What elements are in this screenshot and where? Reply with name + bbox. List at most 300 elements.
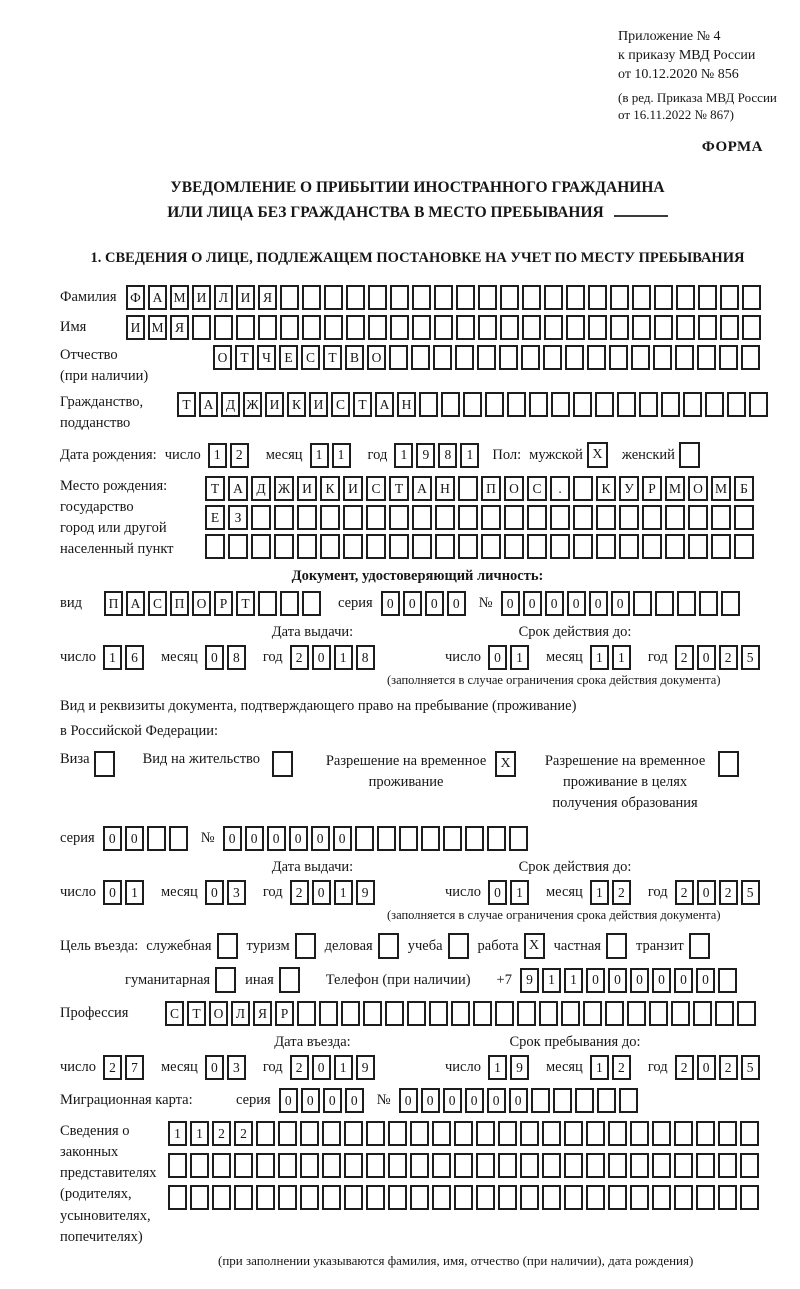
char-box[interactable] [542,1121,561,1146]
char-box[interactable]: 0 [674,968,693,993]
temp-residence-checkbox[interactable]: X [495,751,516,777]
char-box[interactable]: Ж [243,392,262,417]
char-box[interactable] [278,1121,297,1146]
char-box[interactable] [429,1001,448,1026]
char-box[interactable] [256,1153,275,1178]
char-box[interactable]: О [688,476,708,501]
char-box[interactable]: И [297,476,317,501]
year-box[interactable]: 9 [416,443,435,468]
year-box[interactable]: 2 [719,645,738,670]
char-box[interactable]: 0 [311,826,330,851]
char-box[interactable] [421,826,440,851]
char-box[interactable] [553,1088,572,1113]
char-box[interactable] [297,534,317,559]
char-box[interactable] [499,345,518,370]
year-box[interactable]: 1 [334,645,353,670]
char-box[interactable] [412,285,431,310]
char-box[interactable] [236,315,255,340]
char-box[interactable]: 1 [542,968,561,993]
char-box[interactable] [529,392,548,417]
day-box[interactable]: 1 [125,880,144,905]
char-box[interactable] [322,1185,341,1210]
char-box[interactable]: С [301,345,320,370]
char-box[interactable] [721,591,740,616]
char-box[interactable] [586,1153,605,1178]
char-box[interactable]: 0 [279,1088,298,1113]
char-box[interactable]: 0 [465,1088,484,1113]
char-box[interactable] [619,505,639,530]
char-box[interactable] [458,505,478,530]
char-box[interactable] [542,1185,561,1210]
char-box[interactable]: Ж [274,476,294,501]
char-box[interactable]: Н [435,476,455,501]
char-box[interactable] [322,1153,341,1178]
year-box[interactable]: 1 [460,443,479,468]
char-box[interactable] [399,826,418,851]
char-box[interactable] [234,1185,253,1210]
char-box[interactable] [595,392,614,417]
char-box[interactable] [346,315,365,340]
char-box[interactable] [297,1001,316,1026]
char-box[interactable] [586,1121,605,1146]
char-box[interactable] [575,1088,594,1113]
char-box[interactable] [696,1185,715,1210]
char-box[interactable]: 0 [509,1088,528,1113]
char-box[interactable] [566,285,585,310]
year-box[interactable]: 0 [312,880,331,905]
char-box[interactable]: 0 [501,591,520,616]
month-box[interactable]: 0 [205,1055,224,1080]
year-box[interactable]: 5 [741,880,760,905]
char-box[interactable] [205,534,225,559]
char-box[interactable]: Т [389,476,409,501]
char-box[interactable] [407,1001,426,1026]
char-box[interactable] [473,1001,492,1026]
char-box[interactable] [441,392,460,417]
char-box[interactable]: 1 [564,968,583,993]
char-box[interactable] [377,826,396,851]
month-box[interactable]: 1 [590,645,609,670]
char-box[interactable]: Т [177,392,196,417]
month-box[interactable]: 1 [590,880,609,905]
residence-permit-checkbox[interactable] [272,751,293,777]
char-box[interactable] [476,1153,495,1178]
day-box[interactable]: 2 [230,443,249,468]
char-box[interactable]: Б [734,476,754,501]
char-box[interactable]: О [367,345,386,370]
char-box[interactable] [608,1121,627,1146]
char-box[interactable] [419,392,438,417]
char-box[interactable]: Я [258,285,277,310]
char-box[interactable] [478,315,497,340]
char-box[interactable] [677,591,696,616]
char-box[interactable]: Т [353,392,372,417]
char-box[interactable] [319,1001,338,1026]
day-box[interactable]: 7 [125,1055,144,1080]
char-box[interactable] [411,345,430,370]
char-box[interactable]: 0 [403,591,422,616]
char-box[interactable] [256,1185,275,1210]
char-box[interactable] [214,315,233,340]
char-box[interactable]: Л [231,1001,250,1026]
char-box[interactable]: И [192,285,211,310]
char-box[interactable] [212,1153,231,1178]
char-box[interactable] [741,345,760,370]
char-box[interactable] [653,345,672,370]
char-box[interactable] [619,1088,638,1113]
char-box[interactable] [587,345,606,370]
char-box[interactable] [652,1121,671,1146]
char-box[interactable] [619,534,639,559]
char-box[interactable]: К [320,476,340,501]
char-box[interactable]: Ч [257,345,276,370]
char-box[interactable] [343,534,363,559]
char-box[interactable] [720,315,739,340]
year-box[interactable]: 5 [741,1055,760,1080]
char-box[interactable]: 2 [234,1121,253,1146]
year-box[interactable]: 8 [438,443,457,468]
char-box[interactable] [605,1001,624,1026]
char-box[interactable] [564,1153,583,1178]
char-box[interactable] [588,315,607,340]
char-box[interactable] [720,285,739,310]
char-box[interactable] [443,826,462,851]
char-box[interactable] [632,315,651,340]
char-box[interactable]: 2 [212,1121,231,1146]
char-box[interactable] [278,1153,297,1178]
char-box[interactable] [368,285,387,310]
char-box[interactable]: 0 [567,591,586,616]
char-box[interactable] [410,1153,429,1178]
char-box[interactable] [278,1185,297,1210]
char-box[interactable] [520,1185,539,1210]
option-checkbox[interactable] [606,933,627,959]
char-box[interactable] [543,345,562,370]
char-box[interactable] [454,1185,473,1210]
char-box[interactable] [688,534,708,559]
char-box[interactable] [385,1001,404,1026]
char-box[interactable] [665,505,685,530]
char-box[interactable] [212,1185,231,1210]
char-box[interactable] [258,591,277,616]
year-box[interactable]: 0 [697,645,716,670]
char-box[interactable] [608,1153,627,1178]
option-checkbox[interactable]: X [524,933,545,959]
char-box[interactable] [705,392,724,417]
char-box[interactable] [507,392,526,417]
day-box[interactable]: 1 [103,645,122,670]
char-box[interactable] [280,285,299,310]
char-box[interactable]: М [148,315,167,340]
char-box[interactable]: М [665,476,685,501]
char-box[interactable] [435,534,455,559]
option-checkbox[interactable] [295,933,316,959]
char-box[interactable]: 0 [608,968,627,993]
char-box[interactable] [609,345,628,370]
char-box[interactable] [366,1185,385,1210]
option-checkbox[interactable] [689,933,710,959]
year-box[interactable]: 5 [741,645,760,670]
char-box[interactable] [639,392,658,417]
char-box[interactable]: 0 [589,591,608,616]
char-box[interactable] [366,1121,385,1146]
char-box[interactable] [588,285,607,310]
day-box[interactable]: 2 [103,1055,122,1080]
char-box[interactable] [632,285,651,310]
char-box[interactable]: 0 [125,826,144,851]
char-box[interactable]: Е [279,345,298,370]
char-box[interactable] [630,1121,649,1146]
char-box[interactable] [693,1001,712,1026]
char-box[interactable] [455,345,474,370]
char-box[interactable]: П [104,591,123,616]
char-box[interactable] [683,392,702,417]
char-box[interactable]: 0 [652,968,671,993]
char-box[interactable] [719,345,738,370]
char-box[interactable] [566,315,585,340]
year-box[interactable]: 2 [290,645,309,670]
char-box[interactable] [190,1153,209,1178]
char-box[interactable]: Ф [126,285,145,310]
char-box[interactable] [388,1153,407,1178]
char-box[interactable]: К [596,476,616,501]
char-box[interactable] [297,505,317,530]
char-box[interactable] [451,1001,470,1026]
year-box[interactable]: 0 [697,1055,716,1080]
char-box[interactable] [688,505,708,530]
char-box[interactable] [251,534,271,559]
char-box[interactable]: В [345,345,364,370]
char-box[interactable] [458,534,478,559]
char-box[interactable]: П [481,476,501,501]
year-box[interactable]: 9 [356,880,375,905]
char-box[interactable] [542,1153,561,1178]
char-box[interactable] [476,1185,495,1210]
char-box[interactable] [234,1153,253,1178]
char-box[interactable]: 0 [630,968,649,993]
char-box[interactable] [388,1121,407,1146]
year-box[interactable]: 0 [697,880,716,905]
char-box[interactable] [228,534,248,559]
char-box[interactable] [434,285,453,310]
char-box[interactable] [610,285,629,310]
char-box[interactable] [573,392,592,417]
char-box[interactable] [674,1185,693,1210]
char-box[interactable] [251,505,271,530]
char-box[interactable] [433,345,452,370]
char-box[interactable] [412,315,431,340]
option-checkbox[interactable] [378,933,399,959]
char-box[interactable]: Д [251,476,271,501]
month-box[interactable]: 3 [227,1055,246,1080]
char-box[interactable] [522,315,541,340]
char-box[interactable] [258,315,277,340]
char-box[interactable] [671,1001,690,1026]
char-box[interactable]: 0 [447,591,466,616]
char-box[interactable] [740,1185,759,1210]
char-box[interactable]: О [192,591,211,616]
char-box[interactable]: Т [235,345,254,370]
char-box[interactable] [410,1121,429,1146]
char-box[interactable]: С [148,591,167,616]
option-checkbox[interactable] [448,933,469,959]
char-box[interactable]: 1 [168,1121,187,1146]
char-box[interactable] [527,505,547,530]
char-box[interactable] [583,1001,602,1026]
char-box[interactable] [522,285,541,310]
char-box[interactable] [698,315,717,340]
char-box[interactable]: М [711,476,731,501]
char-box[interactable] [674,1153,693,1178]
month-box[interactable]: 2 [612,1055,631,1080]
char-box[interactable] [698,285,717,310]
temp-residence-education-checkbox[interactable] [718,751,739,777]
char-box[interactable] [654,315,673,340]
char-box[interactable]: 0 [323,1088,342,1113]
option-checkbox[interactable] [215,967,236,993]
month-box[interactable]: 0 [205,645,224,670]
char-box[interactable]: О [213,345,232,370]
char-box[interactable] [346,285,365,310]
char-box[interactable] [520,1153,539,1178]
char-box[interactable]: 0 [425,591,444,616]
char-box[interactable]: 0 [223,826,242,851]
char-box[interactable] [544,315,563,340]
char-box[interactable] [322,1121,341,1146]
char-box[interactable] [734,534,754,559]
char-box[interactable] [410,1185,429,1210]
char-box[interactable]: 0 [487,1088,506,1113]
month-box[interactable]: 0 [205,880,224,905]
char-box[interactable]: О [209,1001,228,1026]
char-box[interactable] [674,1121,693,1146]
char-box[interactable] [300,1153,319,1178]
char-box[interactable]: Р [642,476,662,501]
char-box[interactable] [192,315,211,340]
char-box[interactable]: С [527,476,547,501]
char-box[interactable] [390,285,409,310]
char-box[interactable] [561,1001,580,1026]
char-box[interactable] [642,505,662,530]
char-box[interactable] [168,1153,187,1178]
char-box[interactable]: 0 [443,1088,462,1113]
char-box[interactable] [652,1153,671,1178]
year-box[interactable]: 2 [675,1055,694,1080]
visa-checkbox[interactable] [94,751,115,777]
char-box[interactable] [458,476,478,501]
month-box[interactable]: 8 [227,645,246,670]
year-box[interactable]: 2 [290,1055,309,1080]
day-box[interactable]: 1 [208,443,227,468]
char-box[interactable]: 0 [289,826,308,851]
year-box[interactable]: 1 [334,880,353,905]
char-box[interactable] [718,1153,737,1178]
char-box[interactable] [617,392,636,417]
char-box[interactable]: З [228,505,248,530]
char-box[interactable]: М [170,285,189,310]
char-box[interactable] [481,534,501,559]
char-box[interactable] [551,392,570,417]
char-box[interactable] [527,534,547,559]
char-box[interactable] [412,505,432,530]
char-box[interactable]: 0 [523,591,542,616]
char-box[interactable]: Д [221,392,240,417]
char-box[interactable] [655,591,674,616]
option-checkbox[interactable] [279,967,300,993]
char-box[interactable] [300,1121,319,1146]
char-box[interactable] [564,1121,583,1146]
year-box[interactable]: 1 [334,1055,353,1080]
char-box[interactable] [715,1001,734,1026]
char-box[interactable] [320,534,340,559]
char-box[interactable] [544,285,563,310]
char-box[interactable] [573,505,593,530]
char-box[interactable] [412,534,432,559]
char-box[interactable] [737,1001,756,1026]
char-box[interactable]: 0 [301,1088,320,1113]
char-box[interactable] [302,285,321,310]
char-box[interactable] [274,534,294,559]
char-box[interactable] [465,826,484,851]
day-box[interactable]: 9 [510,1055,529,1080]
char-box[interactable] [366,505,386,530]
char-box[interactable] [676,315,695,340]
char-box[interactable]: А [412,476,432,501]
char-box[interactable] [498,1153,517,1178]
char-box[interactable] [630,1185,649,1210]
char-box[interactable]: 0 [545,591,564,616]
char-box[interactable]: Т [205,476,225,501]
char-box[interactable] [550,534,570,559]
char-box[interactable] [343,505,363,530]
year-box[interactable]: 2 [719,880,738,905]
char-box[interactable]: 0 [345,1088,364,1113]
char-box[interactable] [665,534,685,559]
month-box[interactable]: 1 [612,645,631,670]
char-box[interactable] [485,392,504,417]
char-box[interactable] [509,826,528,851]
day-box[interactable]: 1 [510,880,529,905]
char-box[interactable] [456,315,475,340]
char-box[interactable] [596,505,616,530]
char-box[interactable] [734,505,754,530]
char-box[interactable] [517,1001,536,1026]
month-box[interactable]: 1 [310,443,329,468]
char-box[interactable]: К [287,392,306,417]
char-box[interactable] [320,505,340,530]
char-box[interactable] [749,392,768,417]
char-box[interactable] [300,1185,319,1210]
char-box[interactable] [388,1185,407,1210]
sex-female-checkbox[interactable] [679,442,700,468]
month-box[interactable]: 2 [612,880,631,905]
char-box[interactable] [477,345,496,370]
char-box[interactable] [610,315,629,340]
char-box[interactable] [711,534,731,559]
char-box[interactable] [454,1153,473,1178]
char-box[interactable] [487,826,506,851]
char-box[interactable] [389,505,409,530]
char-box[interactable] [504,505,524,530]
char-box[interactable]: И [236,285,255,310]
char-box[interactable]: А [148,285,167,310]
option-checkbox[interactable] [217,933,238,959]
year-box[interactable]: 1 [394,443,413,468]
char-box[interactable] [696,1121,715,1146]
char-box[interactable] [324,315,343,340]
char-box[interactable] [586,1185,605,1210]
char-box[interactable]: И [343,476,363,501]
